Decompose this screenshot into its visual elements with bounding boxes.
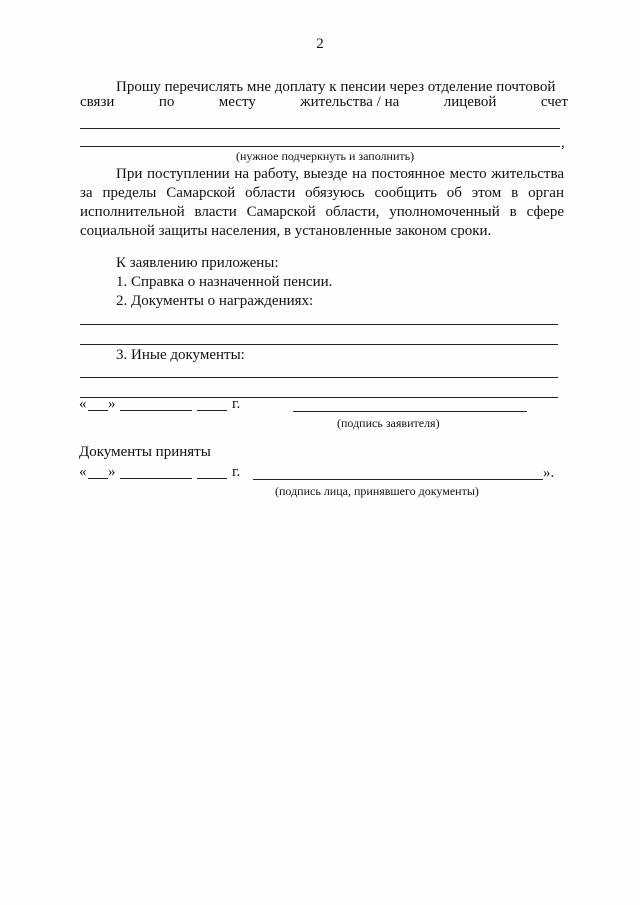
other-docs-blank-line-2[interactable] bbox=[80, 397, 558, 398]
payment-word-6: счет bbox=[540, 94, 568, 110]
payment-word-2: по bbox=[158, 94, 175, 110]
accepted-signature-field[interactable] bbox=[253, 479, 543, 480]
applicant-year-suffix: г. bbox=[232, 396, 241, 412]
accepted-date-year-field[interactable] bbox=[197, 478, 227, 479]
awards-blank-line-1[interactable] bbox=[80, 324, 558, 325]
payment-hint: (нужное подчеркнуть и заполнить) bbox=[236, 149, 415, 163]
payment-end-comma: , bbox=[561, 135, 565, 151]
attachment-item-other-docs: 3. Иные документы: bbox=[116, 347, 245, 363]
attachments-heading: К заявлению приложены: bbox=[116, 255, 279, 271]
attachment-item-awards: 2. Документы о награждениях: bbox=[116, 293, 314, 309]
accepted-year-suffix: г. bbox=[232, 464, 241, 480]
payment-word-4: жительства / на bbox=[300, 94, 400, 110]
applicant-date-year-field[interactable] bbox=[197, 410, 227, 411]
payment-request-line2 bbox=[80, 92, 568, 112]
applicant-date-month-field[interactable] bbox=[120, 410, 192, 411]
accepted-date-day-field[interactable] bbox=[88, 478, 108, 479]
page-number: 2 bbox=[316, 36, 324, 52]
payment-request-line1: Прошу перечислять мне доплату к пенсии через отделение почтовой bbox=[116, 79, 556, 95]
applicant-date-close-quote: » bbox=[108, 396, 116, 412]
applicant-signature-field[interactable] bbox=[293, 411, 527, 412]
accepted-date-open-quote: « bbox=[79, 464, 87, 480]
payment-word-5: лицевой bbox=[443, 94, 497, 110]
payment-word-3: месту bbox=[218, 94, 256, 110]
payment-account-blank-line-1[interactable] bbox=[80, 128, 560, 129]
accepted-end-mark: ». bbox=[543, 465, 555, 481]
payment-word-1: связи bbox=[80, 94, 115, 110]
obligation-paragraph: При поступлении на работу, выезде на постоянное место жительства за пределы Самарской области обязуюсь сообщить об этом в орган исполнительной власти Самарской области, уполномоченный в сфере социальной защиты населения, в установленные законом сроки. bbox=[80, 166, 564, 239]
attachment-item-pension-certificate: 1. Справка о назначенной пенсии. bbox=[116, 274, 333, 290]
other-docs-blank-line-1[interactable] bbox=[80, 377, 558, 378]
documents-accepted-title: Документы приняты bbox=[79, 444, 211, 460]
applicant-signature-caption: (подпись заявителя) bbox=[337, 416, 440, 430]
accepted-date-month-field[interactable] bbox=[120, 478, 192, 479]
accepted-date-close-quote: » bbox=[108, 464, 116, 480]
applicant-date-open-quote: « bbox=[79, 396, 87, 412]
applicant-date-day-field[interactable] bbox=[88, 410, 108, 411]
accepted-signature-caption: (подпись лица, принявшего документы) bbox=[275, 484, 479, 498]
